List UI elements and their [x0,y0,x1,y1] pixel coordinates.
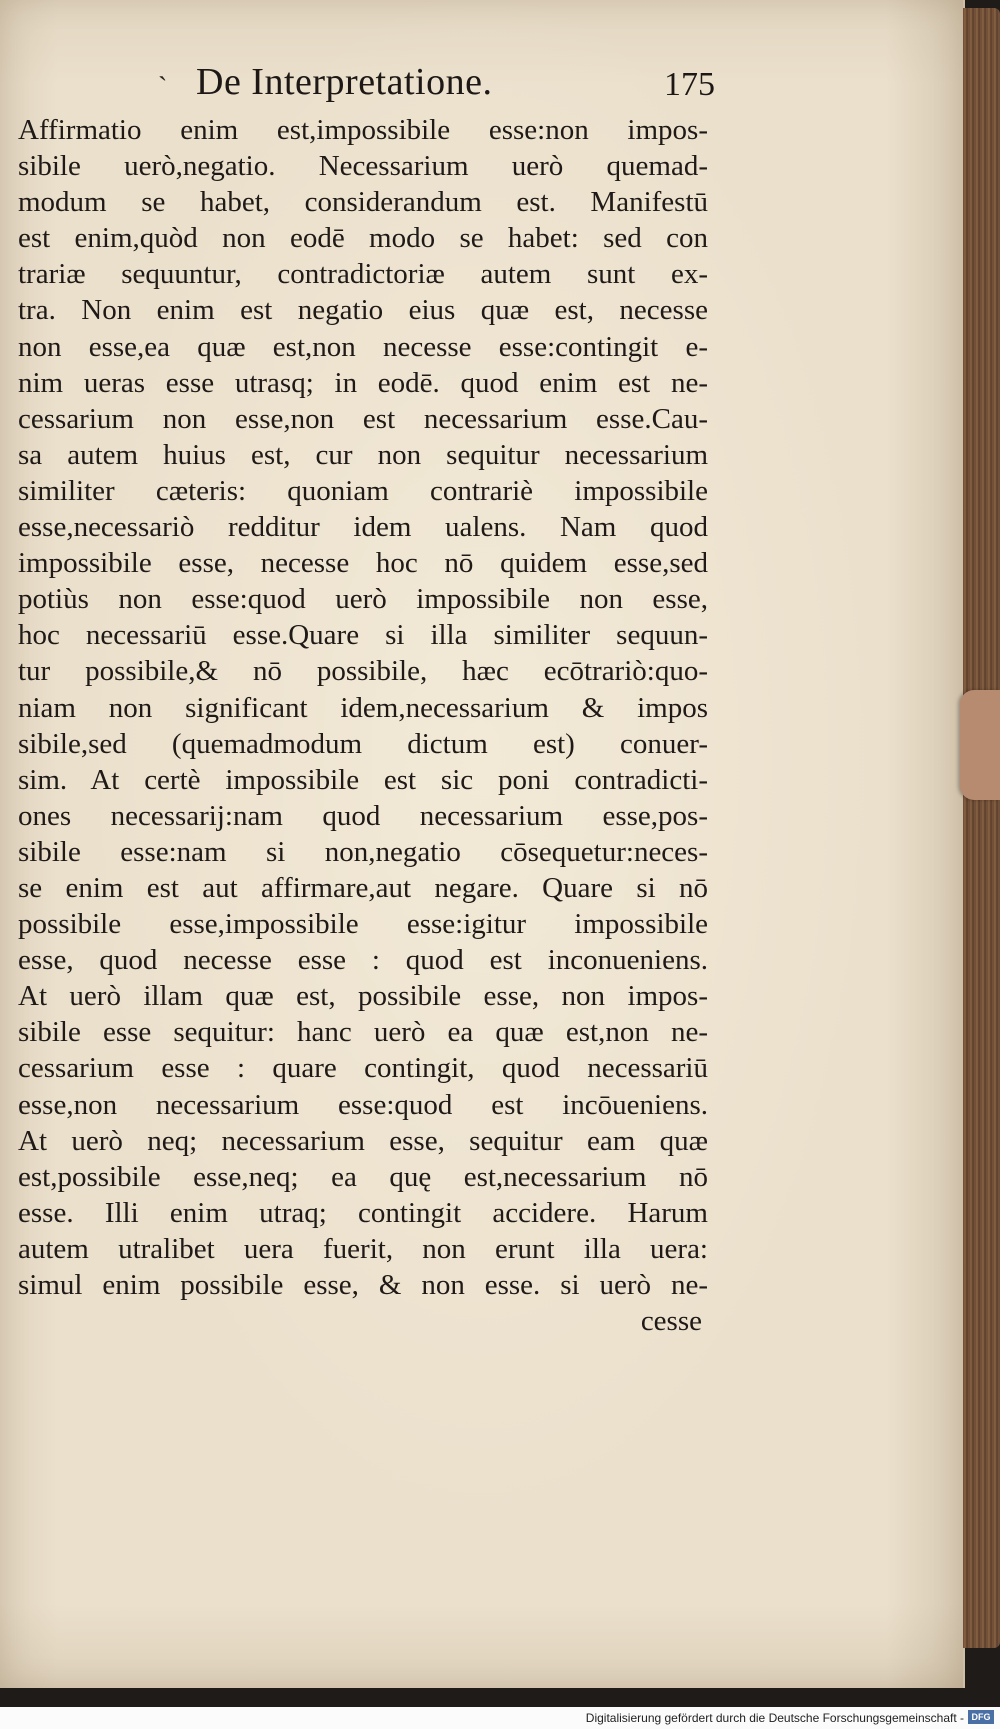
text-line: esse. Illi enim utraq; contingit accidere. Harum [18,1196,708,1229]
text-line: sa autem huius est, cur non sequitur necessarium [18,438,708,471]
text-block [18,112,708,1339]
text-line: sibile esse sequitur: hanc uerò ea quæ est,non ne- [18,1016,708,1049]
text-line: potiùs non esse:quod uerò impossibile non esse, [18,583,708,616]
text-line: niam non significant idem,necessarium & impos [18,691,708,724]
text-line: sibile uerò,negatio. Necessarium uerò quemad- [18,150,708,183]
text-line: At uerò illam quæ est, possibile esse, non impos- [18,980,708,1013]
text-line: esse, quod necesse esse : quod est inconueniens. [18,944,708,977]
text-line: est enim,quòd non eodē modo se habet: sed con [18,222,708,255]
text-line: At uerò neq; necessarium esse, sequitur eam quæ [18,1124,708,1157]
page-number: 175 [664,66,715,103]
text-line: se enim est aut affirmare,aut negare. Quare si nō [18,871,708,904]
page-edges [963,8,1000,1648]
text-line: Affirmatio enim est,impossibile esse:non impos- [18,114,708,146]
text-line: ones necessarij:nam quod necessarium esse,pos- [18,799,708,832]
text-line: similiter cæteris: quoniam contrariè impossibile [18,474,708,507]
head-mark: ` [158,72,168,103]
text-line: possibile esse,impossibile esse:igitur impossibile [18,908,708,941]
text-line: hoc necessariū esse.Quare si illa similiter sequun- [18,619,708,652]
text-line: cessarium esse : quare contingit, quod necessariū [18,1052,708,1085]
text-line: autem utralibet uera fuerit, non erunt illa uera: [18,1232,708,1265]
text-line: simul enim possibile esse, & non esse. si uerò ne- [18,1269,708,1301]
text-line: esse,non necessarium esse:quod est incōueniens. [18,1088,708,1121]
text-line: tur possibile,& nō possibile, hæc ecōtrariò:quo- [18,655,708,688]
text-line: esse,necessariò redditur idem ualens. Nam quod [18,511,708,544]
footer-bar [0,1707,1000,1729]
page-title: De Interpretatione. [196,61,493,103]
bookmark-tab [960,690,1000,800]
text-line: est,possibile esse,neq; ea quę est,necessarium nō [18,1160,708,1193]
text-line: cesse [640,1305,702,1338]
text-line: modum se habet, considerandum est. Manifestū [18,186,708,219]
text-line: tra. Non enim est negatio eius quæ est, necesse [18,294,708,327]
dfg-logo: DFG [968,1710,994,1724]
text-line: nim ueras esse utrasq; in eodē. quod enim est ne- [18,366,708,399]
text-line: trariæ sequuntur, contradictoriæ autem sunt ex- [18,258,708,291]
text-line: impossibile esse, necesse hoc nō quidem esse,sed [18,547,708,580]
text-line: cessarium non esse,non est necessarium esse.Cau- [18,402,708,435]
running-head [0,58,963,112]
footer-credit: Digitalisierung gefördert durch die Deutsche Forschungsgemeinschaft - [585,1711,964,1725]
text-line: sibile,sed (quemadmodum dictum est) conuer- [18,727,708,760]
text-line: non esse,ea quæ est,non necesse esse:contingit e- [18,330,708,363]
text-line: sim. At certè impossibile est sic poni contradicti- [18,763,708,796]
text-line: sibile esse:nam si non,negatio cōsequetur:neces- [18,835,708,868]
